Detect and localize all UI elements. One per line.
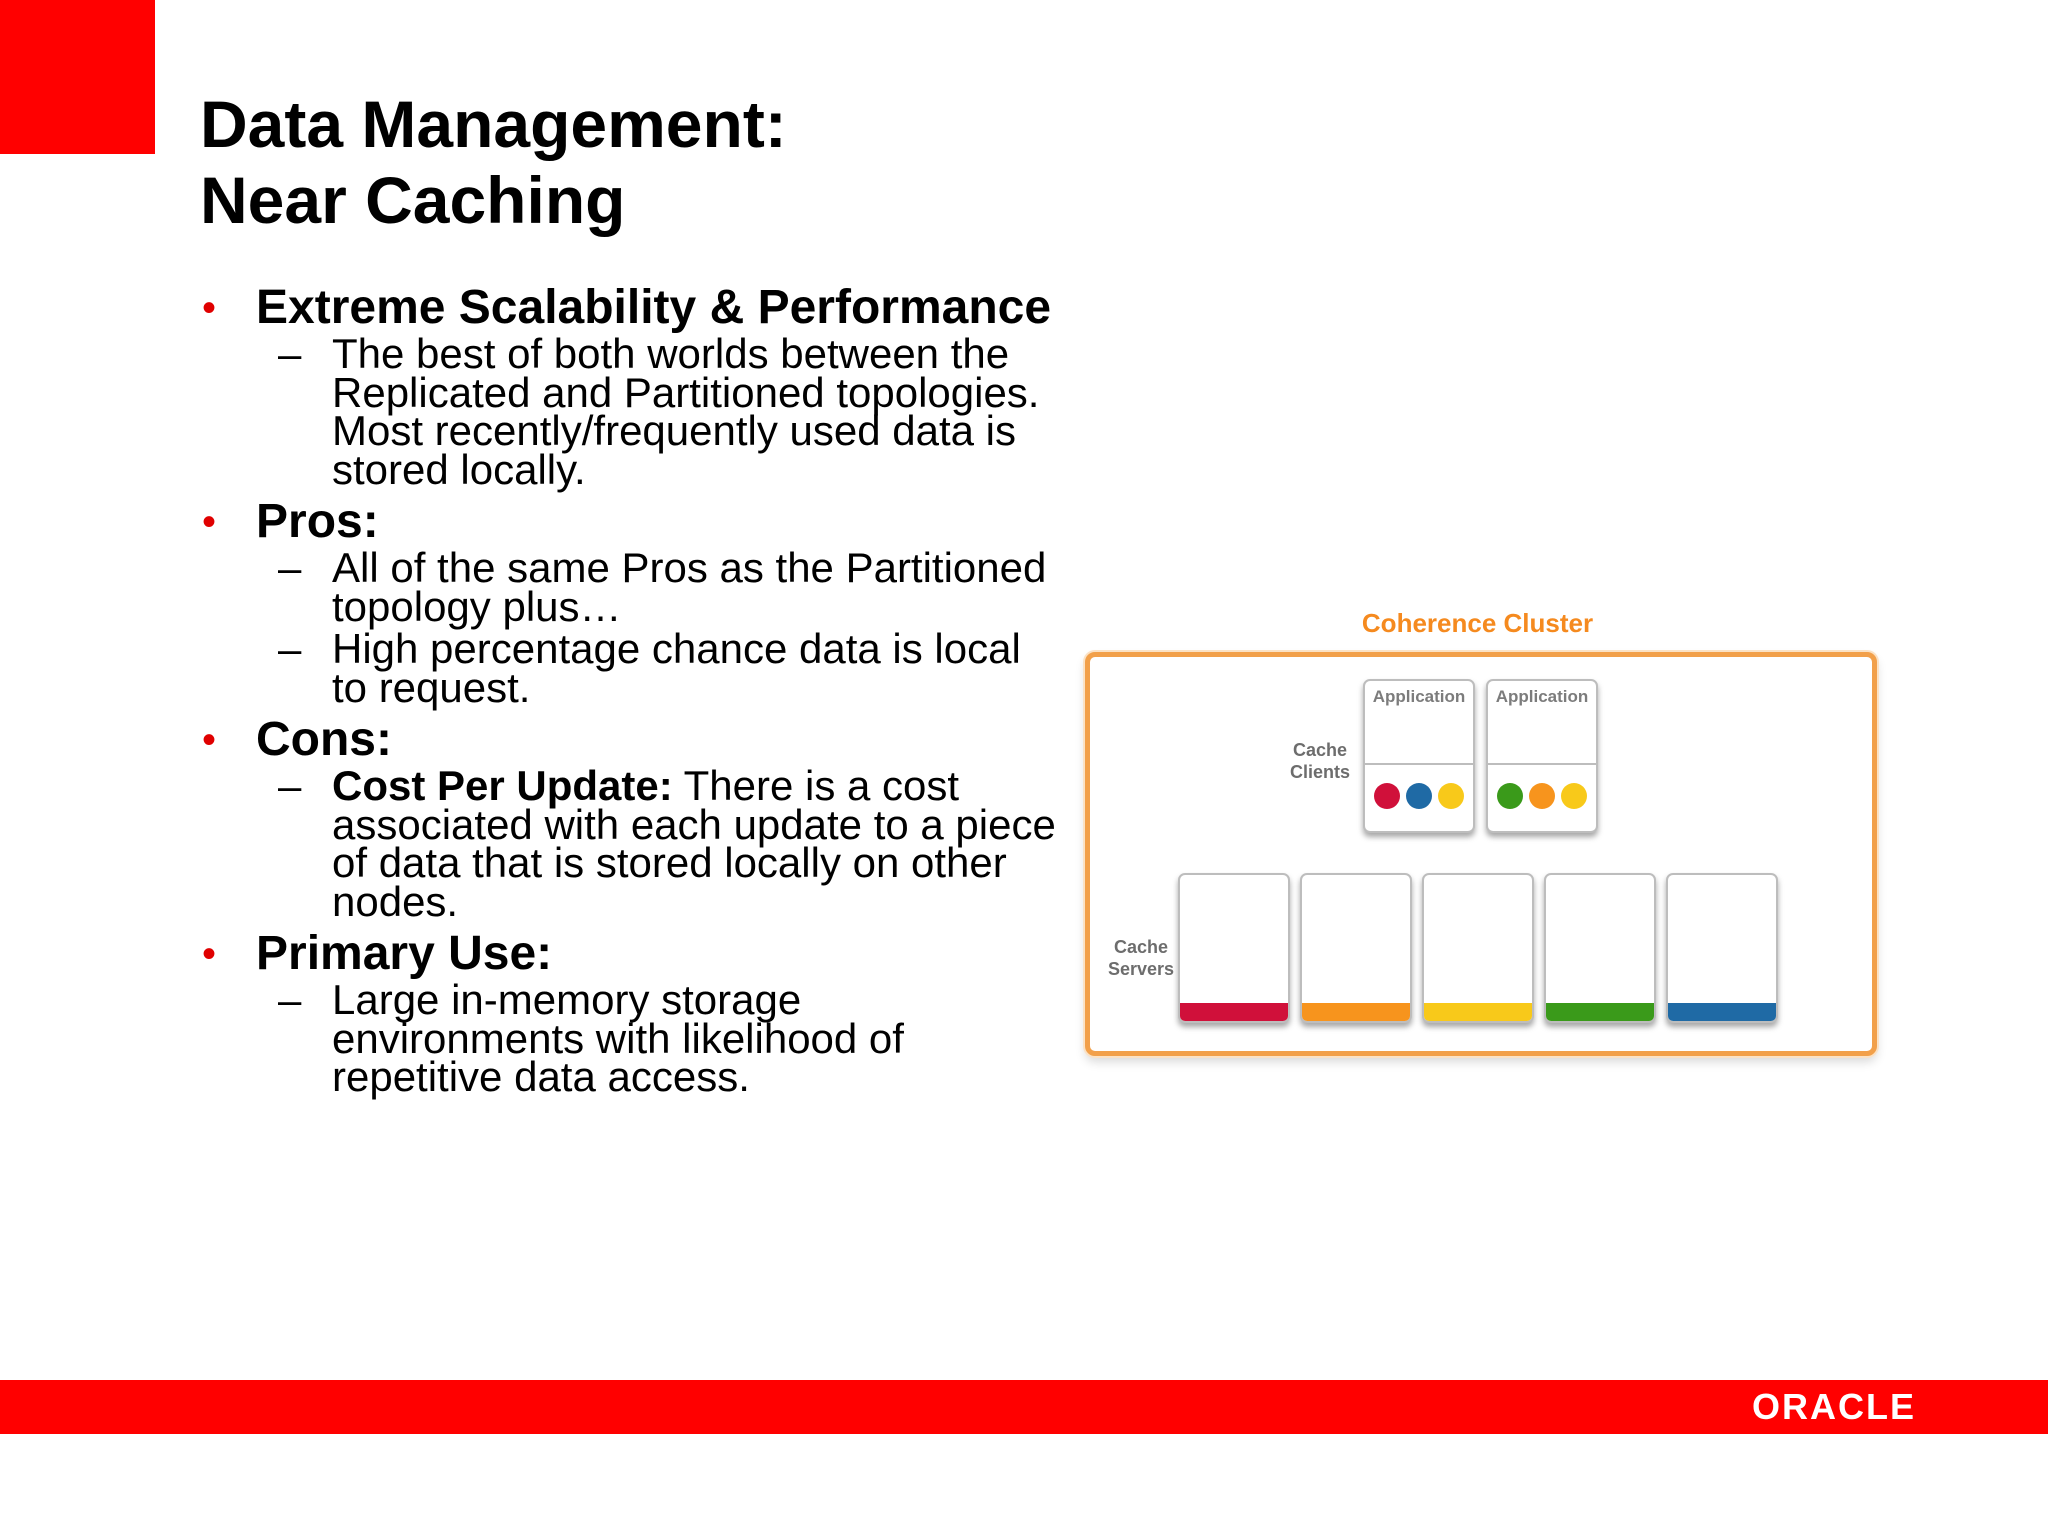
cache-server-node xyxy=(1544,873,1656,1023)
corner-accent-block xyxy=(0,0,155,154)
bullet-list xyxy=(200,281,1060,1100)
cache-servers-label xyxy=(1104,936,1178,980)
sub-bullet-text: There is a cost associated with each update to a piece of data that is stored locally on other nodes. xyxy=(332,762,1056,925)
cache-clients-label-line1: Cache xyxy=(1292,740,1348,760)
bullet-marker: • xyxy=(202,286,217,330)
coherence-cluster-diagram xyxy=(1075,608,1880,1064)
sub-bullet-text: Large in-memory storage environments with likelihood of repetitive data access. xyxy=(332,976,904,1100)
bullet-item xyxy=(200,927,1060,980)
cache-clients-label xyxy=(1280,739,1360,783)
application-label: Application xyxy=(1495,687,1589,706)
sub-bullet-bold-lead: Cost Per Update: xyxy=(332,762,673,809)
application-divider xyxy=(1365,763,1473,765)
dash-marker: – xyxy=(278,330,302,377)
footer-bar xyxy=(0,1380,2048,1434)
title-line-1: Data Management: xyxy=(200,87,787,161)
bullet-item xyxy=(200,713,1060,766)
partition-bar xyxy=(1302,1003,1410,1021)
sub-bullet xyxy=(200,762,1060,925)
cache-entry-dot xyxy=(1374,783,1400,809)
cache-server-node xyxy=(1666,873,1778,1023)
sub-bullet xyxy=(200,976,1060,1100)
dash-marker: – xyxy=(278,544,302,591)
bullet-heading: Extreme Scalability & Performance xyxy=(256,281,1052,334)
cache-entry-dot xyxy=(1529,783,1555,809)
bullet-heading: Cons: xyxy=(256,713,392,766)
cache-server-node xyxy=(1300,873,1412,1023)
cluster-title: Coherence Cluster xyxy=(1361,608,1594,638)
bullet-marker: • xyxy=(202,718,217,762)
application-node xyxy=(1486,679,1598,833)
cache-entry-dot xyxy=(1561,783,1587,809)
sub-bullet-text: All of the same Pros as the Partitioned topology plus… xyxy=(332,544,1047,630)
sub-bullet-text: High percentage chance data is local to request. xyxy=(332,625,1021,711)
partition-bar xyxy=(1668,1003,1776,1021)
partition-bar xyxy=(1180,1003,1288,1021)
sub-bullet xyxy=(200,330,1060,493)
sub-bullet xyxy=(200,625,1060,711)
slide-title xyxy=(200,86,787,238)
cache-clients-label-line2: Clients xyxy=(1289,762,1350,782)
dash-marker: – xyxy=(278,976,302,1023)
dash-marker: – xyxy=(278,762,302,809)
sub-bullet-text: The best of both worlds between the Replicated and Partitioned topologies. Most recently/frequently used data is stored locally. xyxy=(332,330,1040,493)
title-line-2: Near Caching xyxy=(200,163,626,237)
cache-server-node xyxy=(1422,873,1534,1023)
cache-entry-dot xyxy=(1438,783,1464,809)
partition-bar xyxy=(1546,1003,1654,1021)
bullet-heading: Pros: xyxy=(256,495,379,548)
application-label: Application xyxy=(1372,687,1466,706)
bullet-item xyxy=(200,281,1060,334)
application-divider xyxy=(1488,763,1596,765)
bullet-heading: Primary Use: xyxy=(256,927,553,980)
bullet-marker: • xyxy=(202,932,217,976)
cache-entry-dot xyxy=(1406,783,1432,809)
dash-marker: – xyxy=(278,625,302,672)
cluster-boundary xyxy=(1085,652,1877,1056)
cache-servers-label-line1: Cache xyxy=(1113,937,1169,957)
bullet-marker: • xyxy=(202,500,217,544)
cache-server-node xyxy=(1178,873,1290,1023)
cache-servers-label-line2: Servers xyxy=(1107,959,1175,979)
sub-bullet xyxy=(200,544,1060,630)
partition-bar xyxy=(1424,1003,1532,1021)
oracle-logo: ORACLE xyxy=(1752,1386,1916,1427)
application-node xyxy=(1363,679,1475,833)
cache-entry-dot xyxy=(1497,783,1523,809)
bullet-item xyxy=(200,495,1060,548)
